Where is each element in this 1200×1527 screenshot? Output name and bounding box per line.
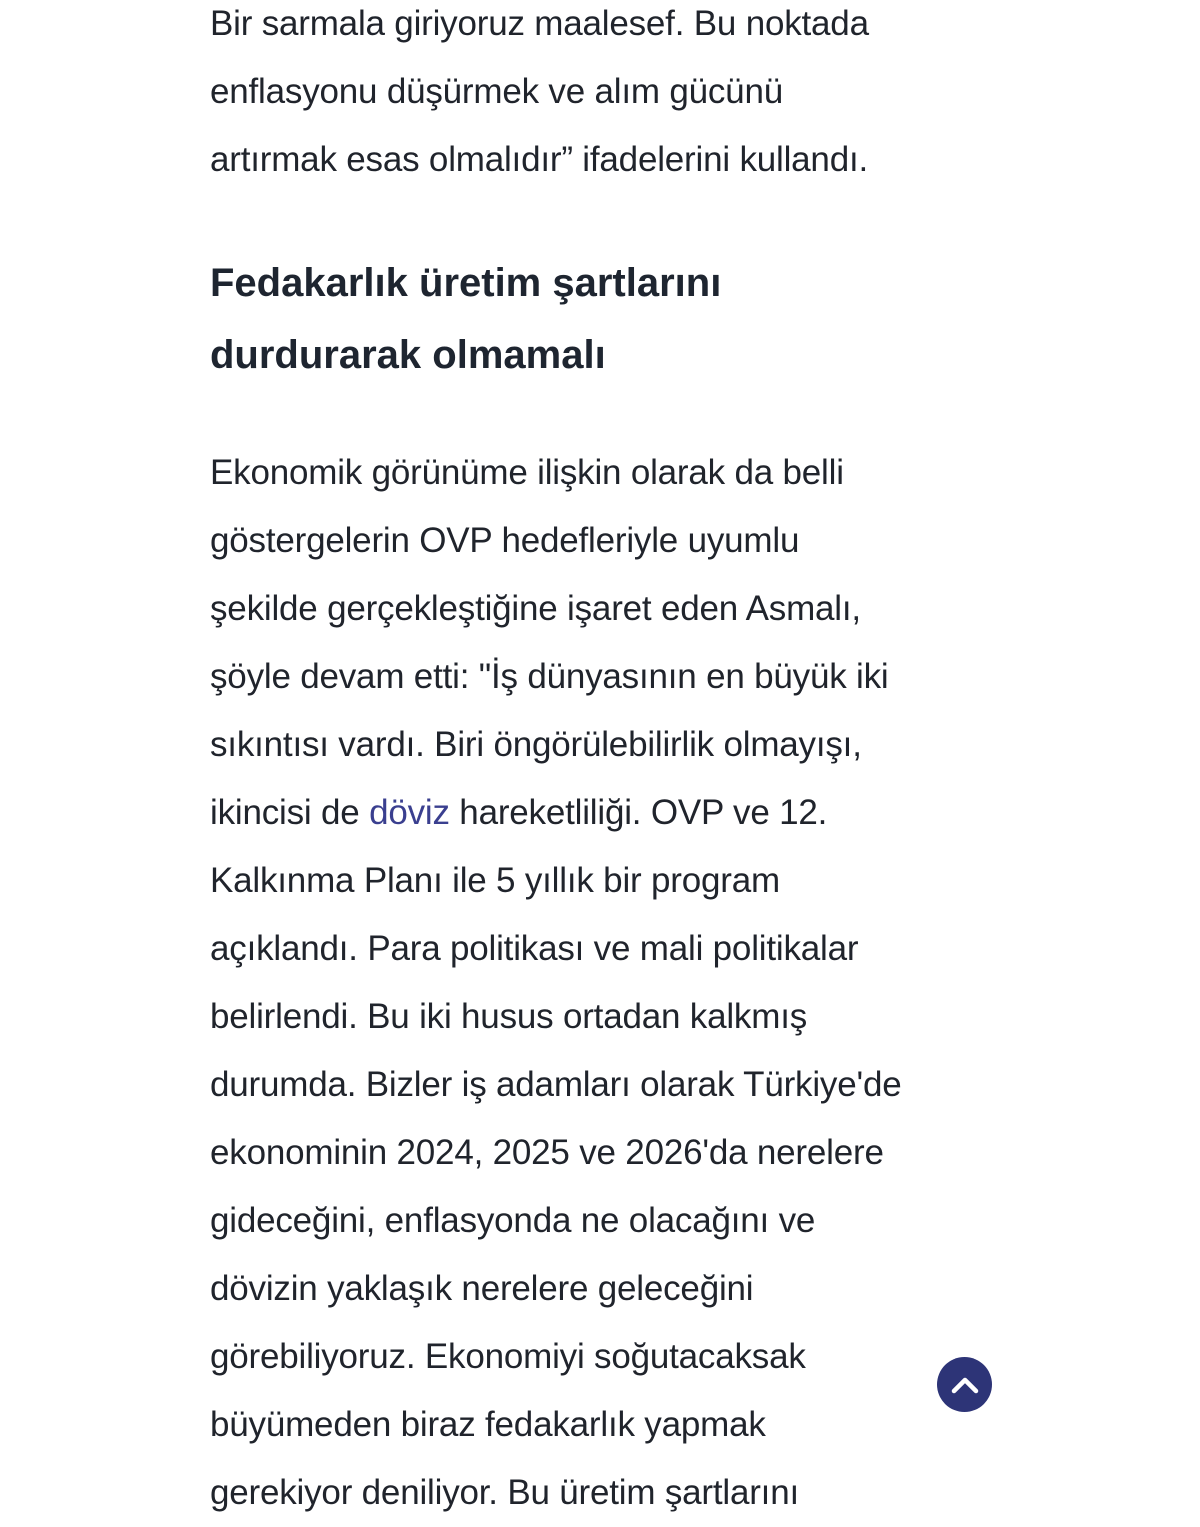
text-line: artırmak esas olmalıdır” ifadelerini kullandı. [210,140,869,179]
body-paragraph [210,439,1000,1527]
text-line: şekilde gerçekleştiğine işaret eden Asmalı, [210,589,861,628]
text-line: Ekonomik görünüme ilişkin olarak da belli [210,453,844,492]
scroll-to-top-button[interactable] [937,1357,992,1412]
text-line: gideceğini, enflasyonda ne olacağını ve [210,1201,816,1240]
text-line: ekonominin 2024, 2025 ve 2026'da nerelere [210,1133,884,1172]
article-body [210,0,1000,1527]
text-line: Bir sarmala giriyoruz maalesef. Bu noktada [210,4,869,43]
text-line: belirlendi. Bu iki husus ortadan kalkmış [210,997,808,1036]
heading-line: durdurarak olmamalı [210,333,606,377]
doviz-link[interactable]: döviz [369,793,450,832]
text-segment: hareketliliği. OVP ve 12. [449,793,828,832]
text-line-with-link [210,779,1000,847]
text-line: göstergelerin OVP hedefleriyle uyumlu [210,521,800,560]
text-line: gerekiyor deniliyor. Bu üretim şartlarını [210,1473,799,1512]
text-line: durumda. Bizler iş adamları olarak Türkiye'de [210,1065,902,1104]
text-line: şöyle devam etti: "İş dünyasının en büyük iki [210,657,889,696]
chevron-up-icon [950,1375,980,1395]
text-line: görebiliyoruz. Ekonomiyi soğutacaksak [210,1337,806,1376]
intro-paragraph [210,0,1000,194]
heading-line: Fedakarlık üretim şartlarını [210,261,722,305]
text-line: büyümeden biraz fedakarlık yapmak [210,1405,766,1444]
text-line: açıklandı. Para politikası ve mali politikalar [210,929,859,968]
text-line: Kalkınma Planı ile 5 yıllık bir program [210,861,780,900]
text-line: sıkıntısı vardı. Biri öngörülebilirlik olmayışı, [210,725,862,764]
text-line: enflasyonu düşürmek ve alım gücünü [210,72,783,111]
section-heading [210,194,1000,439]
text-segment: ikincisi de [210,793,370,832]
text-line: dövizin yaklaşık nerelere geleceğini [210,1269,754,1308]
